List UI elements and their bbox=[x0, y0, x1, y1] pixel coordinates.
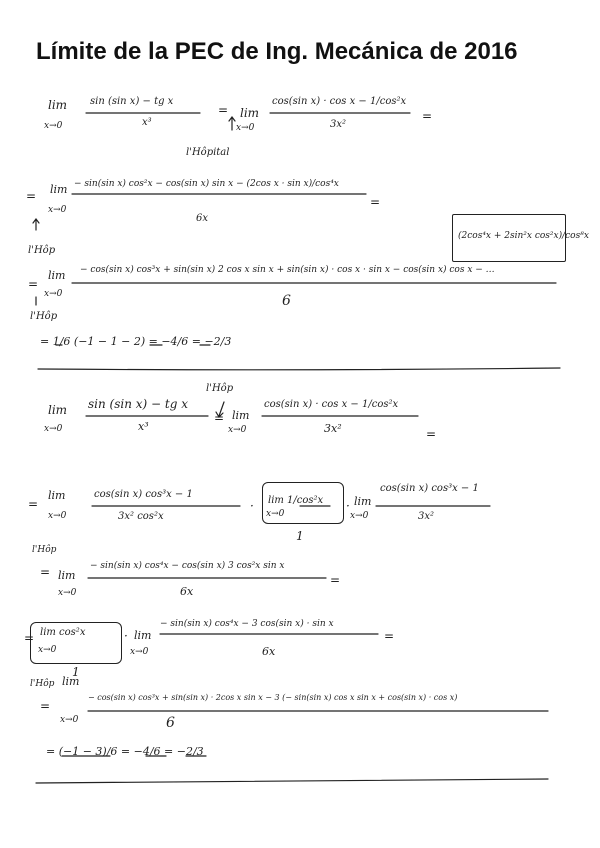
limit-operator: lim bbox=[240, 106, 260, 120]
denominator: 3x² bbox=[330, 119, 347, 130]
rule-label: l'Hôp bbox=[32, 545, 57, 555]
section-divider bbox=[38, 368, 560, 370]
limit-operator: lim bbox=[48, 269, 66, 282]
side-limit-value: 1 bbox=[72, 665, 80, 679]
denominator: 6 bbox=[282, 293, 291, 309]
denominator: x³ bbox=[138, 420, 149, 433]
side-limit-expression: lim 1/cos²x bbox=[268, 495, 324, 506]
limit-subscript: x→0 bbox=[130, 647, 149, 657]
denominator: 6 bbox=[166, 715, 175, 731]
numerator: sin (sin x) − tg x bbox=[90, 96, 174, 107]
denominator: 3x² bbox=[418, 511, 435, 522]
denominator: 6x bbox=[196, 213, 209, 224]
numerator: − sin(sin x) cos⁴x − 3 cos(sin x) · sin x bbox=[160, 619, 334, 629]
denominator: x³ bbox=[142, 117, 152, 128]
side-note-expression: (2cos⁴x + 2sin²x cos²x)/cos⁸x bbox=[458, 231, 589, 241]
limit-subscript: x→0 bbox=[44, 424, 63, 434]
rule-label: l'Hôp bbox=[28, 245, 56, 256]
limit-operator: lim bbox=[232, 409, 250, 422]
limit-operator: lim bbox=[62, 675, 80, 688]
result: = 1/6 (−1 − 1 − 2) = −4/6 = −2/3 bbox=[40, 335, 232, 348]
numerator: cos(sin x) · cos x − 1/cos²x bbox=[264, 399, 399, 410]
side-limit-expression: lim cos²x bbox=[40, 627, 86, 638]
denominator: 6x bbox=[262, 645, 276, 658]
limit-operator: lim bbox=[58, 569, 76, 582]
denominator: 6x bbox=[180, 585, 194, 598]
limit-operator: lim bbox=[48, 403, 68, 417]
numerator: sin (sin x) − tg x bbox=[88, 397, 188, 411]
limit-subscript: x→0 bbox=[58, 588, 77, 598]
rule-label: l'Hôp bbox=[30, 679, 55, 689]
limit-subscript: x→0 bbox=[48, 511, 67, 521]
equals-sign: = bbox=[218, 103, 229, 117]
rule-label: l'Hôp bbox=[206, 383, 234, 394]
rule-label: l'Hôpital bbox=[186, 147, 230, 158]
limit-operator: lim bbox=[48, 98, 68, 112]
limit-subscript: x→0 bbox=[350, 511, 369, 521]
limit-operator: lim bbox=[50, 183, 68, 196]
numerator: cos(sin x) cos³x − 1 bbox=[380, 483, 479, 494]
limit-subscript: x→0 bbox=[48, 205, 67, 215]
side-limit-value: 1 bbox=[296, 529, 304, 543]
limit-subscript: x→0 bbox=[60, 715, 79, 725]
limit-subscript: x→0 bbox=[228, 425, 247, 435]
denominator: 3x² cos²x bbox=[118, 511, 164, 522]
numerator: − cos(sin x) cos³x + sin(sin x) 2 cos x sin x + sin(sin x) · cos x · sin x − cos(sin x) cos x − … bbox=[80, 265, 495, 275]
page-title: Límite de la PEC de Ing. Mecánica de 2016 bbox=[36, 38, 518, 65]
denominator: 3x² bbox=[324, 422, 342, 435]
numerator: − cos(sin x) cos³x + sin(sin x) · 2cos x sin x − 3 (− sin(sin x) cos x sin x + cos(sin x) · cos x) bbox=[88, 693, 458, 702]
limit-operator: lim bbox=[134, 629, 152, 642]
limit-operator: lim bbox=[48, 489, 66, 502]
limit-subscript: x→0 bbox=[44, 121, 63, 131]
numerator: cos(sin x) cos³x − 1 bbox=[94, 489, 193, 500]
result: = (−1 − 3)/6 = −4/6 = −2/3 bbox=[46, 745, 204, 758]
limit-subscript: x→0 bbox=[266, 509, 285, 519]
rule-label: l'Hôp bbox=[30, 311, 58, 322]
limit-subscript: x→0 bbox=[38, 645, 57, 655]
limit-subscript: x→0 bbox=[236, 123, 255, 133]
limit-subscript: x→0 bbox=[44, 289, 63, 299]
limit-operator: lim bbox=[354, 495, 372, 508]
numerator: cos(sin x) · cos x − 1/cos²x bbox=[272, 96, 407, 107]
numerator: − sin(sin x) cos²x − cos(sin x) sin x − (2cos x · sin x)/cos⁴x bbox=[74, 179, 339, 189]
section-divider bbox=[36, 779, 548, 783]
document-page: Límite de la PEC de Ing. Mecánica de 2016 lim x→0 sin (sin x) − tg x x³ = lim x→0 cos(sin x) · cos x − 1/cos²x 3x² = l'Hôpital = lim x→0 − sin(sin x) cos²x − cos(sin x) sin x − (2cos x · sin x)/cos⁴x 6x = l'Hôp (2cos⁴x + 2sin²x cos²x)/cos⁸x = lim x→0 − cos(sin x) cos³x + sin(sin x) 2 cos x sin x + sin(sin x) · cos x · sin x − cos(sin x) cos x − … 6 l'Hôp = 1/6 (−1 − 1 − 2) = −4/6 = −2/3 l'Hôp lim x→0 sin (sin x) − tg x x³ = lim x→0 cos(sin x) · cos x − 1/cos²x 3x² = = lim x→0 cos(sin x) cos³x − 1 3x² cos²x · lim 1/cos²x x→0 1 · lim x→0 cos(sin x) cos³x − 1 3x² l'Hôp = lim x→0 − sin(sin x) cos⁴x − cos(sin x) 3 cos²x sin x 6x = = lim cos²x x→0 1 · lim x→0 − sin(sin x) cos⁴x − 3 cos(sin x) · sin x 6x = l'Hôp = lim x→0 − cos(sin x) cos³x + sin(sin x) · 2cos x sin x − 3 (− sin(sin x) cos x sin x + cos(sin x) · cos x) 6 = (−1 − 3)/6 = −4/6 = −2/3 bbox=[0, 0, 600, 848]
numerator: − sin(sin x) cos⁴x − cos(sin x) 3 cos²x sin x bbox=[90, 561, 285, 571]
